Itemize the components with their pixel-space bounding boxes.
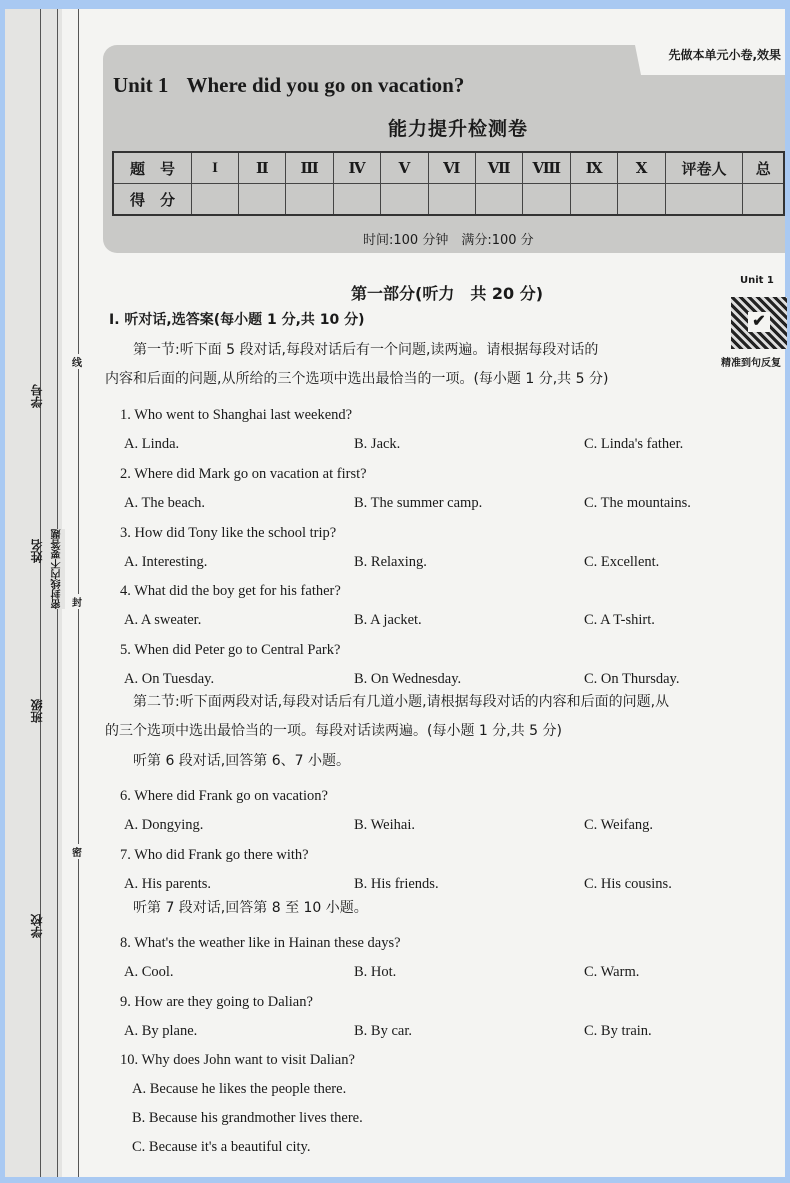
answer-option[interactable]: A. A sweater. <box>124 612 202 628</box>
exam-page <box>5 9 785 1177</box>
answer-option[interactable]: B. Because his grandmother lives there. <box>132 1110 363 1126</box>
unit-title <box>113 73 482 98</box>
section-title: Ⅰ. 听对话,选答案(每小题 1 分,共 10 分) <box>109 312 365 328</box>
seal-char: 封 <box>72 594 82 609</box>
score-header-cell: I <box>192 152 239 184</box>
score-header-cell: Ⅶ <box>475 152 523 184</box>
answer-option[interactable]: A. Cool. <box>124 964 174 980</box>
question: 6. Where did Frank go on vacation? <box>120 788 328 804</box>
score-header-cell: Ⅷ <box>523 152 571 184</box>
seal-char: 密 <box>72 844 82 859</box>
score-input-cell[interactable] <box>618 184 665 216</box>
instructions: 的三个选项中选出最恰当的一项。每段对话读两遍。(每小题 1 分,共 5 分) <box>105 723 562 739</box>
score-table <box>112 151 785 216</box>
answer-option[interactable]: A. Interesting. <box>124 554 208 570</box>
instructions: 第一节:听下面 5 段对话,每段对话后有一个问题,读两遍。请根据每段对话的 <box>133 342 599 358</box>
score-input-cell[interactable] <box>665 184 743 216</box>
qr-label: Unit 1 <box>740 275 774 286</box>
dialog-note: 听第 6 段对话,回答第 6、7 小题。 <box>133 753 350 769</box>
answer-option[interactable]: A. By plane. <box>124 1023 198 1039</box>
exam-meta: 时间:100 分钟 满分:100 分 <box>363 233 534 248</box>
answer-option[interactable]: B. A jacket. <box>354 612 422 628</box>
answer-option[interactable]: C. His cousins. <box>584 876 672 892</box>
score-header-cell: Ⅸ <box>571 152 618 184</box>
question: 10. Why does John want to visit Dalian? <box>120 1052 355 1068</box>
check-icon: ✔ <box>748 312 770 332</box>
score-input-cell[interactable] <box>381 184 428 216</box>
name-label: 姓名 <box>30 539 44 563</box>
answer-option[interactable]: C. Excellent. <box>584 554 660 570</box>
score-header-cell: Ⅵ <box>428 152 475 184</box>
score-label-cell: 得 分 <box>113 184 192 216</box>
dialog-note: 听第 7 段对话,回答第 8 至 10 小题。 <box>133 900 368 916</box>
question: 5. When did Peter go to Central Park? <box>120 642 341 658</box>
score-header-cell: Ⅲ <box>286 152 333 184</box>
score-input-cell[interactable] <box>286 184 333 216</box>
question: 8. What's the weather like in Hainan these days? <box>120 935 401 951</box>
seal-char: 线 <box>72 354 82 369</box>
answer-option[interactable]: C. Linda's father. <box>584 436 684 452</box>
answer-option[interactable]: C. Warm. <box>584 964 640 980</box>
score-input-cell[interactable] <box>475 184 523 216</box>
score-input-cell[interactable] <box>333 184 380 216</box>
answer-option[interactable]: B. Jack. <box>354 436 401 452</box>
score-input-cell[interactable] <box>428 184 475 216</box>
question: 3. How did Tony like the school trip? <box>120 525 337 541</box>
seal-line <box>78 9 79 1177</box>
score-header-cell: 题 号 <box>113 152 192 184</box>
instructions: 内容和后面的问题,从所给的三个选项中选出最恰当的一项。(每小题 1 分,共 5 分) <box>105 371 609 387</box>
corner-text: 先做本单元小卷,效果 <box>668 48 781 62</box>
answer-option[interactable]: B. On Wednesday. <box>354 671 462 687</box>
school-label: 学校 <box>30 914 44 938</box>
score-header-cell: Ⅹ <box>618 152 665 184</box>
answer-option[interactable]: A. Linda. <box>124 436 180 452</box>
score-header-cell: Ⅳ <box>333 152 380 184</box>
question: 2. Where did Mark go on vacation at first? <box>120 466 367 482</box>
answer-option[interactable]: A. Because he likes the people there. <box>132 1081 347 1097</box>
exam-subtitle: 能力提升检测卷 <box>388 118 529 140</box>
score-header-cell: 总 <box>743 152 784 184</box>
answer-option[interactable]: C. Because it's a beautiful city. <box>132 1139 311 1155</box>
score-header-cell: Ⅴ <box>381 152 428 184</box>
score-input-cell[interactable] <box>192 184 239 216</box>
score-input-cell[interactable] <box>571 184 618 216</box>
answer-option[interactable]: C. A T-shirt. <box>584 612 655 628</box>
score-input-cell[interactable] <box>239 184 286 216</box>
instructions: 第二节:听下面两段对话,每段对话后有几道小题,请根据每段对话的内容和后面的问题,从 <box>133 694 670 710</box>
class-label: 班级 <box>30 699 44 723</box>
question: 7. Who did Frank go there with? <box>120 847 309 863</box>
answer-option[interactable]: C. Weifang. <box>584 817 654 833</box>
answer-option[interactable]: A. Dongying. <box>124 817 204 833</box>
answer-option[interactable]: B. Weihai. <box>354 817 415 833</box>
question: 4. What did the boy get for his father? <box>120 583 341 599</box>
part-title: 第一部分(听力 共 20 分) <box>351 284 544 303</box>
question: 9. How are they going to Dalian? <box>120 994 313 1010</box>
question: 1. Who went to Shanghai last weekend? <box>120 407 353 423</box>
score-header-cell: Ⅱ <box>239 152 286 184</box>
answer-option[interactable]: A. The beach. <box>124 495 206 511</box>
unit-number: Unit 1 <box>113 73 169 97</box>
answer-option[interactable]: B. Hot. <box>354 964 397 980</box>
answer-option[interactable]: B. By car. <box>354 1023 412 1039</box>
score-header-cell: 评卷人 <box>665 152 743 184</box>
seal-note: 密封线内不要答题 <box>52 529 63 609</box>
score-input-cell[interactable] <box>743 184 784 216</box>
score-input-cell[interactable] <box>523 184 571 216</box>
answer-option[interactable]: A. On Tuesday. <box>124 671 215 687</box>
answer-option[interactable]: A. His parents. <box>124 876 211 892</box>
answer-option[interactable]: C. The mountains. <box>584 495 691 511</box>
student-id-label: 学号 <box>30 384 44 408</box>
qr-caption: 精准到句反复 <box>721 358 781 369</box>
unit-name: Where did you go on vacation? <box>186 73 465 97</box>
answer-option[interactable]: C. By train. <box>584 1023 652 1039</box>
answer-option[interactable]: C. On Thursday. <box>584 671 680 687</box>
qr-code[interactable] <box>731 297 787 349</box>
fill-line <box>40 9 41 1177</box>
answer-option[interactable]: B. Relaxing. <box>354 554 427 570</box>
answer-option[interactable]: B. The summer camp. <box>354 495 483 511</box>
answer-option[interactable]: B. His friends. <box>354 876 439 892</box>
